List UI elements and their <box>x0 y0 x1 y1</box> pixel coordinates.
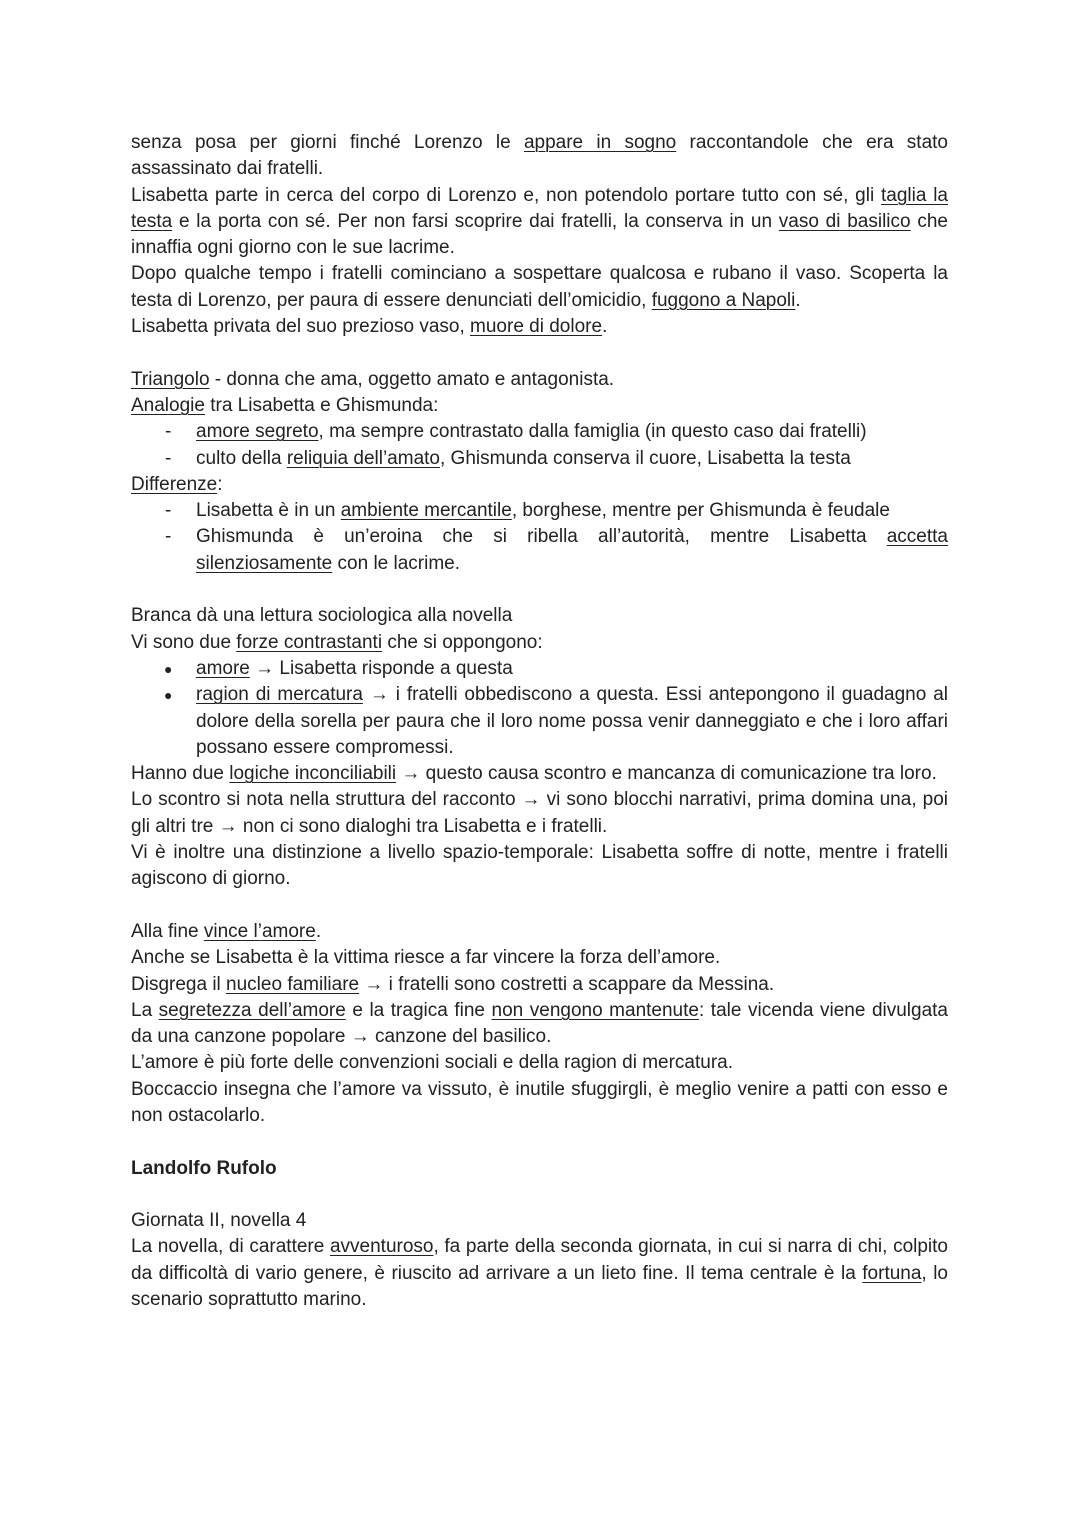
text: tra Lisabetta e Ghismunda: <box>204 394 439 416</box>
text: → questo causa scontro e mancanza di comunicazione tra loro. <box>396 763 937 785</box>
paragraph-vaso <box>131 261 948 314</box>
analogie-heading <box>131 393 948 419</box>
underlined-text: appare in sogno <box>523 132 677 153</box>
underlined-text: non vengono mantenute <box>491 999 699 1021</box>
paragraph-boccaccio: Boccaccio insegna che l’amore va vissuto, è inutile sfuggirgli, è meglio venire a patti con esso e non ostacolarlo. <box>131 1078 948 1126</box>
forze-list <box>131 656 948 761</box>
differenze-heading <box>131 472 948 498</box>
text: , ma sempre contrastato dalla famiglia (in questo caso dai fratelli) <box>318 421 867 443</box>
text: , borghese, mentre per Ghismunda è feudale <box>511 500 890 522</box>
paragraph-logiche <box>131 761 948 787</box>
underlined-text: vaso di basilico <box>778 210 911 232</box>
underlined-text: fuggono a Napoli <box>651 289 796 311</box>
text: , Ghismunda conserva il cuore, Lisabetta la testa <box>440 447 851 469</box>
text: e la porta con sé. Per non farsi scoprire dai fratelli, la conserva in un <box>172 210 779 232</box>
underlined-text: accetta silenziosamente <box>196 526 948 574</box>
text: . <box>602 316 608 338</box>
text: : <box>217 473 223 495</box>
text: che si oppongono: <box>382 631 543 653</box>
paragraph-scontro: Lo scontro si nota nella struttura del racconto → vi sono blocchi narrativi, prima domina una, poi gli altri tre → non ci sono dialoghi tra Lisabetta e i fratelli. <box>131 789 948 837</box>
underlined-text: Analogie <box>131 394 205 416</box>
underlined-text: logiche inconciliabili <box>229 763 397 785</box>
underlined-text: ragion di mercatura <box>196 684 363 706</box>
paragraph-disgrega <box>131 972 948 998</box>
spacer <box>131 893 948 919</box>
underlined-text: nucleo familiare <box>226 973 360 995</box>
underlined-text: muore di dolore <box>470 316 603 338</box>
text: → i fratelli sono costretti a scappare da Messina. <box>359 973 775 995</box>
list-item <box>131 682 948 761</box>
text: Hanno due <box>131 763 230 785</box>
underlined-text: segretezza dell’amore <box>158 999 346 1021</box>
underlined-text: reliquia dell’amato <box>286 447 440 469</box>
text: → Lisabetta risponde a questa <box>249 657 513 679</box>
branca-line: Branca dà una lettura sociologica alla novella <box>131 605 513 627</box>
text: Ghismunda è un’eroina che si ribella all’autorità, mentre Lisabetta <box>196 526 887 548</box>
analogie-list <box>131 419 948 472</box>
forze-line <box>131 630 948 656</box>
text: che innaffia ogni giorno con le sue lacrime. <box>131 210 948 259</box>
underlined-text: forze contrastanti <box>236 631 383 653</box>
text: Lisabetta parte in cerca del corpo di Lorenzo e, non potendolo portare tutto con sé, gli <box>131 184 881 206</box>
paragraph-vince <box>131 919 948 945</box>
text: , fa parte della seconda giornata, in cui si narra di chi, colpito da difficoltà di vario genere, è riuscito ad arrivare a un lieto fine. Il tema centrale è la <box>131 1236 948 1284</box>
list-item <box>131 524 948 577</box>
underlined-text: taglia la testa <box>131 184 948 232</box>
document-page <box>131 130 948 1313</box>
paragraph-segretezza <box>131 998 948 1051</box>
text: senza posa per giorni finché Lorenzo le <box>131 132 524 153</box>
spacer <box>131 1129 948 1155</box>
text: La <box>131 999 159 1021</box>
paragraph-vittima: Anche se Lisabetta è la vittima riesce a far vincere la forza dell’amore. <box>131 947 721 969</box>
text: con le lacrime. <box>332 552 461 574</box>
text: Disgrega il <box>131 973 227 995</box>
text: Alla fine <box>131 920 204 942</box>
paragraph-sogno <box>131 130 948 183</box>
list-item <box>131 656 948 682</box>
text: Vi sono due <box>131 631 237 653</box>
spacer <box>131 340 948 366</box>
underlined-text: avventuroso <box>329 1236 434 1258</box>
text: - donna che ama, oggetto amato e antagonista. <box>209 368 615 390</box>
paragraph-triangolo <box>131 367 948 393</box>
spacer <box>131 1182 948 1208</box>
underlined-text: fortuna <box>862 1262 922 1284</box>
text: raccontandole che era stato assassinato dai fratelli. <box>131 132 949 180</box>
underlined-text: vince l’amore <box>203 920 316 942</box>
text: → i fratelli obbediscono a questa. Essi antepongono il guadagno al dolore della sorella per paura che il loro nome possa venir danneggiato e che i loro affari possano essere compromessi. <box>196 684 948 758</box>
paragraph-distinzione: Vi è inoltre una distinzione a livello spazio-temporale: Lisabetta soffre di notte, mentre i fratelli agiscono di giorno. <box>131 842 948 890</box>
text: . <box>315 920 322 942</box>
text: La novella, di carattere <box>131 1236 330 1258</box>
list-item <box>131 419 948 445</box>
text: culto della <box>196 447 287 469</box>
paragraph-novella <box>131 1234 948 1313</box>
text: : tale vicenda viene divulgata da una canzone popolare → canzone del basilico. <box>131 999 949 1048</box>
giornata-line: Giornata II, novella 4 <box>131 1210 307 1232</box>
text: Dopo qualche tempo i fratelli cominciano a sospettare qualcosa e rubano il vaso. Scoperta la testa di Lorenzo, per paura di essere denunciati dell’omicidio, <box>131 263 948 311</box>
underlined-text: ambiente mercantile <box>340 500 512 522</box>
differenze-list <box>131 498 948 577</box>
section-heading: Landolfo Rufolo <box>131 1157 277 1179</box>
text: . <box>795 289 801 311</box>
underlined-text: Triangolo <box>131 368 210 390</box>
underlined-text: amore <box>196 657 250 679</box>
text: , lo scenario soprattutto marino. <box>131 1262 948 1311</box>
list-item <box>131 446 948 472</box>
text: e la tragica fine <box>345 999 492 1021</box>
list-item <box>131 498 948 524</box>
underlined-text: Differenze <box>131 473 218 495</box>
spacer <box>131 577 948 603</box>
underlined-text: amore segreto <box>196 421 319 443</box>
text: Lisabetta privata del suo prezioso vaso, <box>131 316 471 338</box>
text: Lisabetta è in un <box>196 500 341 522</box>
paragraph-testa <box>131 183 948 262</box>
paragraph-convenzioni: L’amore è più forte delle convenzioni sociali e della ragion di mercatura. <box>131 1052 734 1074</box>
paragraph-dolore <box>131 314 948 340</box>
